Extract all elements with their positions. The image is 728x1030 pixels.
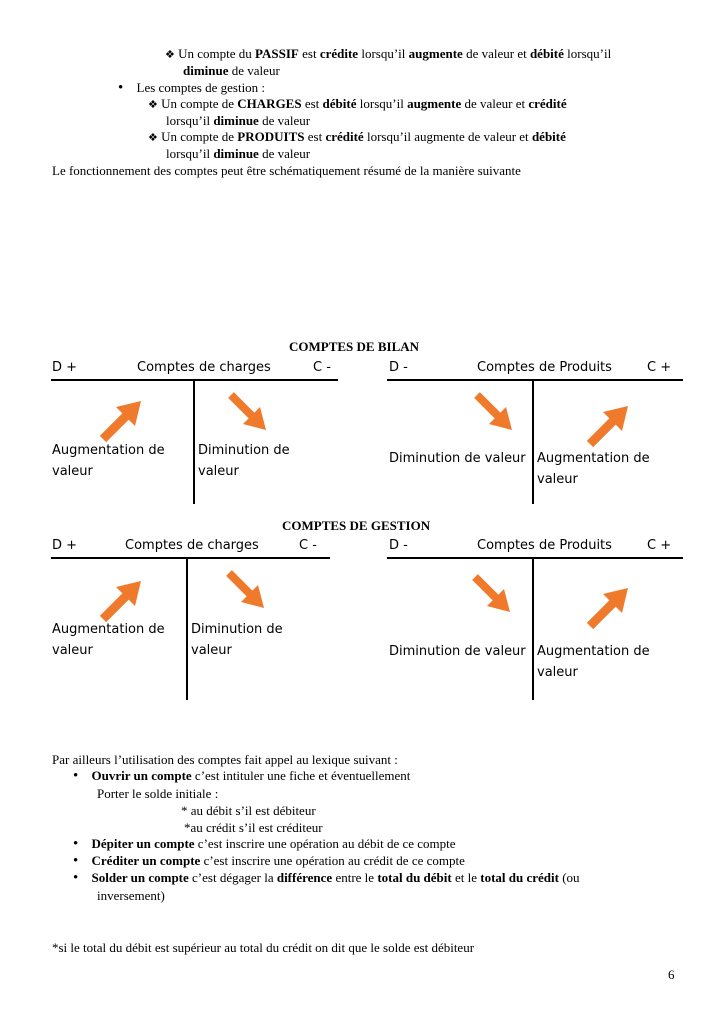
produits-rule-cont: lorsqu’il diminue de valeur (166, 146, 311, 161)
up-right-arrow-icon (584, 582, 634, 632)
gestion-charges-t-bar (51, 557, 330, 559)
gestion-produits-credit-sign: C + (647, 538, 672, 553)
lexique-ouvrir-line4: *au crédit s’il est créditeur (184, 820, 323, 835)
lexique-ouvrir-line2: Porter le solde initiale : (97, 786, 219, 801)
bilan-produits-t-bar (387, 379, 683, 381)
bilan-title: COMPTES DE BILAN (289, 339, 420, 354)
intro-paragraph: Le fonctionnement des comptes peut être schématiquement résumé de la manière suivante (52, 163, 521, 178)
gestion-charges-credit-text-2: valeur (191, 643, 232, 658)
bullet-icon: • (73, 870, 79, 886)
gestion-produits-credit-text-1: Augmentation de (537, 644, 650, 659)
lexique-crediter: • Créditer un compte c’est inscrire une opération au crédit de ce compte (73, 853, 465, 869)
charges-rule: ❖ Un compte de CHARGES est débité lorsqu’il augmente de valeur et crédité (148, 96, 567, 111)
bilan-produits-t-stem (532, 380, 534, 504)
gestion-charges-credit-sign: C - (299, 538, 317, 553)
gestion-charges-t-stem (186, 558, 188, 700)
bilan-produits-credit-text-1: Augmentation de (537, 451, 650, 466)
gestion-title: COMPTES DE GESTION (282, 518, 431, 533)
gestion-charges-debit-text-1: Augmentation de (52, 622, 165, 637)
footnote: *si le total du débit est supérieur au total du crédit on dit que le solde est débiteur (52, 940, 475, 955)
down-right-arrow-icon (470, 572, 516, 618)
bilan-produits-credit-sign: C + (647, 360, 672, 375)
bullet-icon: • (73, 768, 79, 784)
passif-rule-cont: diminue de valeur (183, 63, 280, 78)
up-right-arrow-icon (97, 575, 147, 625)
gestion-produits-t-stem (532, 558, 534, 700)
lexique-ouvrir-line3: * au débit s’il est débiteur (181, 803, 316, 818)
down-right-arrow-icon (224, 568, 270, 614)
passif-rule: ❖ Un compte du PASSIF est crédite lorsqu’il augmente de valeur et débité lorsqu’il (165, 46, 612, 61)
up-right-arrow-icon (97, 395, 147, 445)
gestion-bullet: • Les comptes de gestion : (118, 80, 266, 96)
charges-rule-cont: lorsqu’il diminue de valeur (166, 113, 311, 128)
gestion-produits-name: Comptes de Produits (477, 538, 612, 553)
gestion-charges-credit-text-1: Diminution de (191, 622, 283, 637)
bilan-charges-credit-text-1: Diminution de (198, 443, 290, 458)
lexique-debiter: • Dépiter un compte c’est inscrire une opération au débit de ce compte (73, 836, 456, 852)
diamond-bullet-icon: ❖ (165, 49, 175, 61)
page-number: 6 (668, 967, 675, 982)
bilan-produits-debit-text: Diminution de valeur (389, 451, 526, 466)
gestion-produits-debit-sign: D - (389, 538, 408, 553)
up-right-arrow-icon (584, 400, 634, 450)
bilan-charges-debit-text-2: valeur (52, 464, 93, 479)
bilan-charges-debit-text-1: Augmentation de (52, 443, 165, 458)
bullet-icon: • (73, 853, 79, 869)
produits-rule: ❖ Un compte de PRODUITS est crédité lorsqu’il augmente de valeur et débité (148, 129, 566, 144)
bilan-charges-credit-text-2: valeur (198, 464, 239, 479)
diamond-bullet-icon: ❖ (148, 132, 158, 144)
gestion-charges-name: Comptes de charges (125, 538, 259, 553)
gestion-charges-debit-text-2: valeur (52, 643, 93, 658)
bullet-icon: • (118, 80, 124, 96)
bilan-charges-debit-sign: D + (52, 360, 78, 375)
down-right-arrow-icon (226, 390, 272, 436)
down-right-arrow-icon (472, 390, 518, 436)
gestion-produits-t-bar (387, 557, 683, 559)
bilan-produits-name: Comptes de Produits (477, 360, 612, 375)
bullet-icon: • (73, 836, 79, 852)
bilan-produits-credit-text-2: valeur (537, 472, 578, 487)
gestion-produits-debit-text: Diminution de valeur (389, 644, 526, 659)
bilan-charges-credit-sign: C - (313, 360, 331, 375)
bilan-charges-name: Comptes de charges (137, 360, 271, 375)
lexique-ouvrir: • Ouvrir un compte c’est intituler une fiche et éventuellement (73, 768, 411, 784)
lexique-solder: • Solder un compte c’est dégager la différence entre le total du débit et le total du crédit (ou (73, 870, 580, 886)
bilan-produits-debit-sign: D - (389, 360, 408, 375)
bilan-charges-t-bar (51, 379, 338, 381)
gestion-charges-debit-sign: D + (52, 538, 78, 553)
lexique-solder-line2: inversement) (97, 888, 165, 903)
bilan-charges-t-stem (193, 380, 195, 504)
lexique-intro: Par ailleurs l’utilisation des comptes fait appel au lexique suivant : (52, 752, 398, 767)
gestion-produits-credit-text-2: valeur (537, 665, 578, 680)
diamond-bullet-icon: ❖ (148, 99, 158, 111)
